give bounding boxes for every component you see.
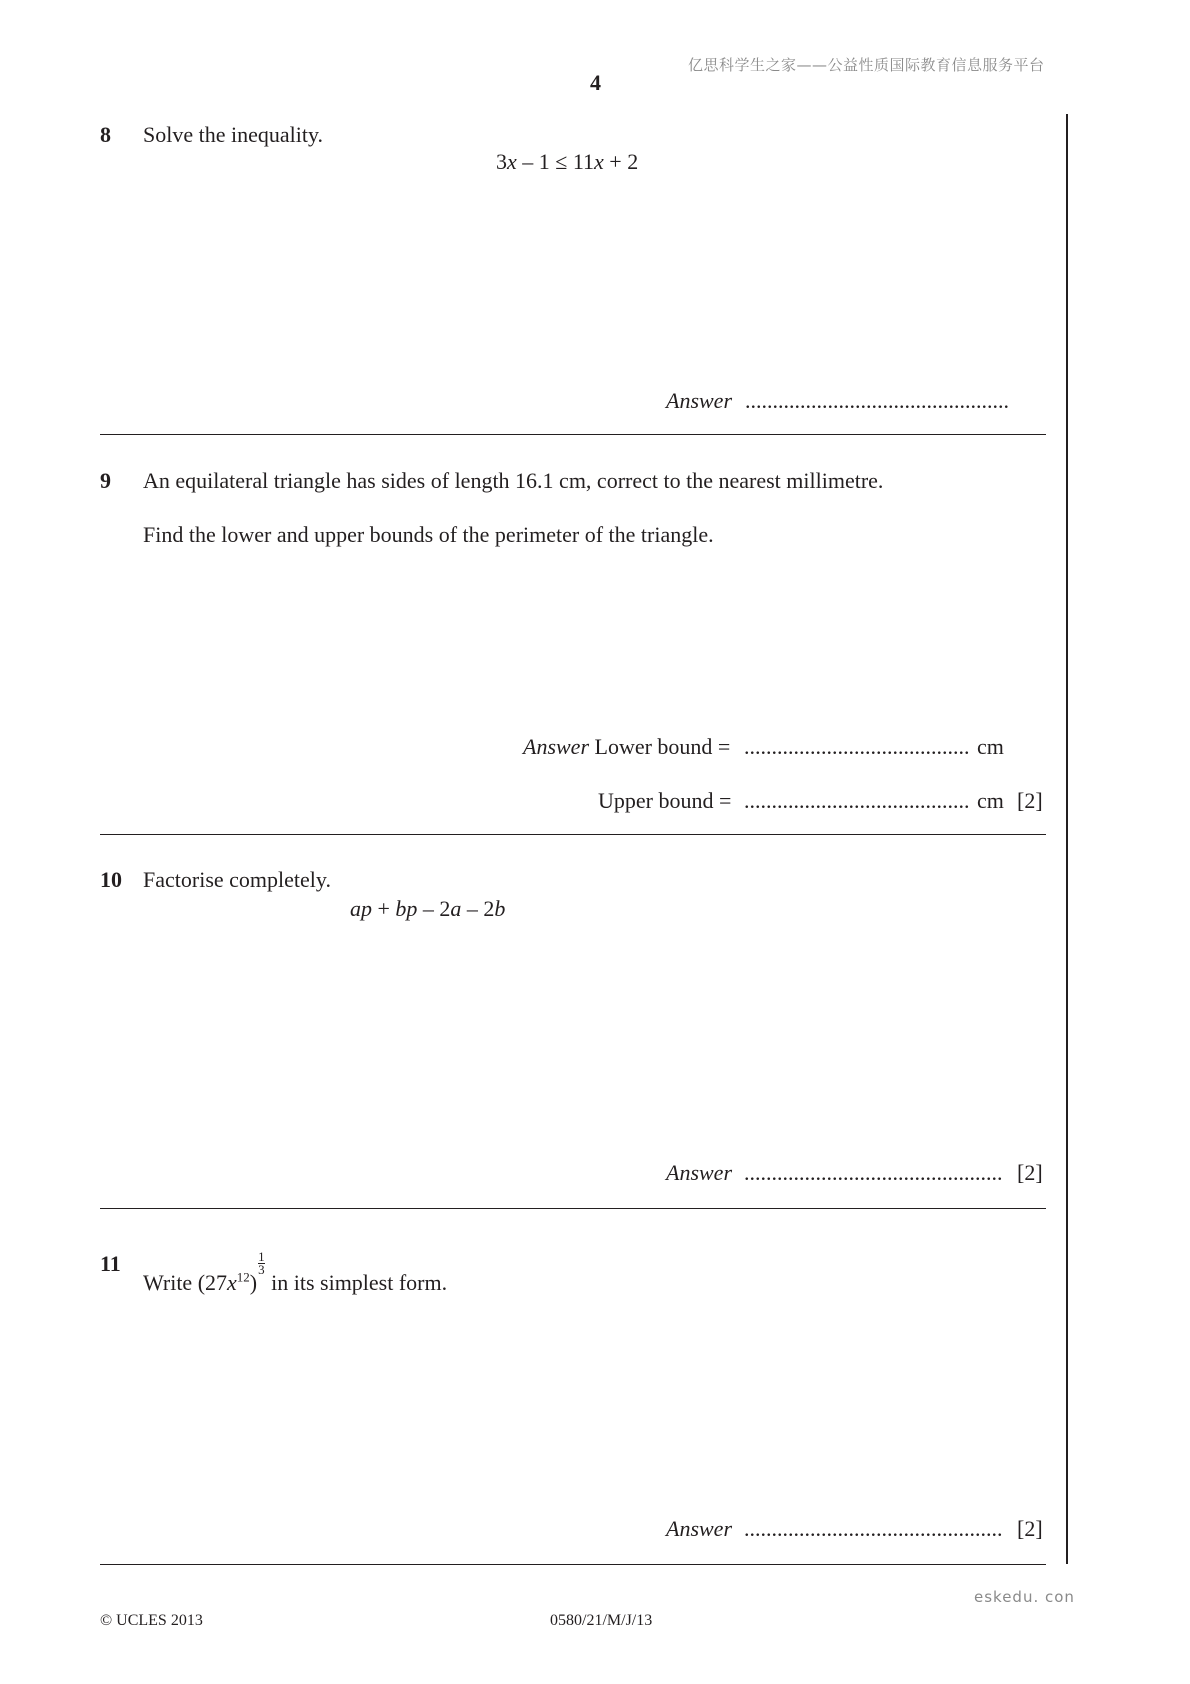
question-9-lower-bound-field[interactable]: ......................................... <box>744 734 970 759</box>
divider-line <box>100 434 1046 435</box>
question-9-upper-bound-label: Upper bound = <box>598 788 732 813</box>
question-11-expression: $(27x^{12})$ $\frac{1}{3}$ <box>197 1249 265 1295</box>
question-9-marks: [2] <box>1017 788 1043 813</box>
answer-label: Answer <box>666 1516 732 1541</box>
question-9-upper-unit: cm <box>977 788 1004 813</box>
question-11-answer-label <box>666 1516 732 1542</box>
question-8-number: 8 <box>100 122 111 147</box>
question-9-number: 9 <box>100 468 111 493</box>
copyright: © UCLES 2013 <box>100 1612 203 1629</box>
question-9-lower-bound-label: Answer Lower bound = <box>523 734 731 759</box>
question-9-upper-bound-field[interactable]: ......................................... <box>744 788 970 813</box>
fraction-exponent: $\frac{1}{3}$ <box>258 1249 265 1277</box>
question-9-text: An equilateral triangle has sides of length 16.1 cm, correct to the nearest millimetre. <box>143 468 884 493</box>
question-10-expression: ap + bp – 2a – 2b <box>350 896 506 921</box>
question-8-text: Solve the inequality. <box>143 122 324 147</box>
page-number: 4 <box>590 70 601 95</box>
divider-line <box>100 1564 1046 1565</box>
question-8-inequality: 3x – 1 ≤ 11x + 2 <box>496 149 639 174</box>
watermark-header: 亿思科学生之家——公益性质国际教育信息服务平台 <box>688 56 1045 74</box>
question-8-answer-field[interactable]: ................................................ <box>745 388 1009 413</box>
question-11-text: Write $(27x^{12})$ $\frac{1}{3}$ in its simplest form. <box>143 1249 448 1295</box>
question-8-answer-line <box>666 388 732 414</box>
watermark-footer: eskedu. con <box>974 1588 1075 1606</box>
margin-line <box>1066 114 1068 1564</box>
answer-label: Answer <box>666 1160 732 1185</box>
divider-line <box>100 1208 1046 1209</box>
question-10-answer-label <box>666 1160 732 1186</box>
question-10-marks: [2] <box>1017 1160 1043 1185</box>
question-11-answer-field[interactable]: ............................................... <box>744 1516 1003 1541</box>
question-10-answer-field[interactable]: ............................................... <box>744 1160 1003 1185</box>
question-10-text: Factorise completely. <box>143 867 331 892</box>
question-11-marks: [2] <box>1017 1516 1043 1541</box>
question-11-number: 11 <box>100 1251 121 1276</box>
divider-line <box>100 834 1046 835</box>
question-10-number: 10 <box>100 867 122 892</box>
question-9-lower-unit: cm <box>977 734 1004 759</box>
answer-label: Answer <box>666 388 732 413</box>
paper-code: 0580/21/M/J/13 <box>550 1612 653 1629</box>
answer-label: Answer <box>523 734 589 759</box>
question-9-instruction: Find the lower and upper bounds of the perimeter of the triangle. <box>143 522 714 547</box>
